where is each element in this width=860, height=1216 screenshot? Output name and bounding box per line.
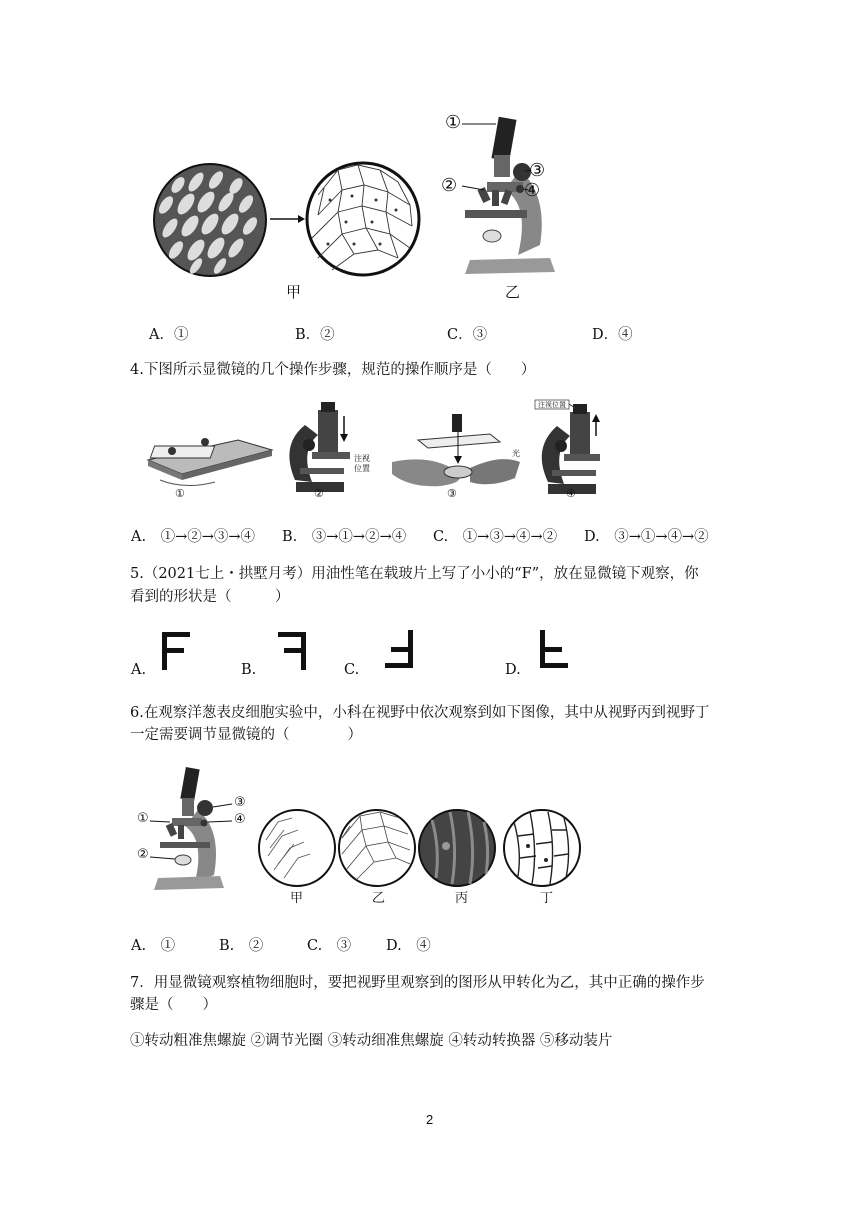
q6-stem-line2: 一定需要调节显微镜的（ ） bbox=[130, 727, 362, 743]
view-jia-image bbox=[154, 164, 266, 276]
q7-steps: ①转动粗准焦螺旋 ②调节光圈 ③转动细准焦螺旋 ④转动转换器 ⑤移动装片 bbox=[130, 1033, 613, 1049]
q3-option-b[interactable]: B．② bbox=[295, 327, 335, 343]
view-jia-small-image bbox=[259, 810, 335, 886]
view-ding-image bbox=[504, 810, 580, 886]
view-yi-small-image bbox=[339, 810, 415, 886]
step2-image bbox=[289, 402, 350, 492]
callout-1: ① bbox=[445, 112, 462, 133]
f-rotated-shape bbox=[385, 630, 413, 668]
q7-stem-line2: 骤是（ ） bbox=[130, 997, 217, 1013]
q5-f-shapes bbox=[0, 620, 860, 680]
q4-option-a[interactable]: A. ①→②→③→④ bbox=[131, 529, 256, 545]
q6-callout-4: ④ bbox=[234, 812, 246, 827]
q4-option-c[interactable]: C. ①→③→④→② bbox=[433, 529, 558, 545]
label-yi: 乙 bbox=[505, 283, 521, 301]
step-label-3: ③ bbox=[447, 487, 457, 500]
q4-option-b[interactable]: B. ③→①→②→④ bbox=[282, 529, 407, 545]
q6-label-jia: 甲 bbox=[290, 891, 304, 906]
view-bing-image bbox=[419, 810, 495, 886]
f-flipped-shape bbox=[540, 630, 568, 668]
q6-option-a[interactable]: A. ① bbox=[131, 938, 176, 954]
q6-figure bbox=[0, 760, 860, 900]
q3-option-d[interactable]: D．④ bbox=[592, 327, 633, 343]
q6-callout-2: ② bbox=[137, 847, 149, 862]
q3-option-c[interactable]: C．③ bbox=[447, 327, 488, 343]
step4-image bbox=[535, 400, 600, 494]
step-label-2: ② bbox=[314, 487, 324, 500]
q6-stem-line1: 6.在观察洋葱表皮细胞实验中，小科在视野中依次观察到如下图像，其中从视野丙到视野丁 bbox=[130, 705, 710, 721]
q6-option-d[interactable]: D. ④ bbox=[386, 938, 431, 954]
annot-watch-4: 注视位置 bbox=[538, 401, 566, 409]
label-jia: 甲 bbox=[286, 283, 302, 301]
annot-watch-2: 注视位置 bbox=[354, 454, 370, 473]
step-label-1: ① bbox=[175, 487, 185, 500]
f-normal-shape bbox=[162, 632, 190, 670]
q5-option-d-letter[interactable]: D. bbox=[505, 662, 521, 678]
q6-callout-1: ① bbox=[137, 811, 149, 826]
q4-stem: 4.下图所示显微镜的几个操作步骤，规范的操作顺序是（ ） bbox=[130, 362, 536, 378]
q5-stem-line1: 5.（2021七上・拱墅月考）用油性笔在载玻片上写了小小的“F”，放在显微镜下观察，你 bbox=[130, 566, 699, 582]
q3-option-a[interactable]: A．① bbox=[149, 327, 189, 343]
f-mirrored-shape bbox=[278, 632, 306, 670]
microscope-icon bbox=[462, 117, 555, 274]
q4-figure bbox=[0, 390, 860, 510]
q3-figure bbox=[0, 0, 860, 310]
step3-image bbox=[392, 414, 520, 486]
view-yi-image bbox=[307, 163, 419, 275]
q6-callout-3: ③ bbox=[234, 795, 246, 810]
step-label-4: ④ bbox=[566, 487, 576, 500]
q7-stem-line1: 7．用显微镜观察植物细胞时，要把视野里观察到的图形从甲转化为乙，其中正确的操作步 bbox=[130, 975, 705, 991]
callout-3: ③ bbox=[529, 160, 546, 181]
callout-2: ② bbox=[441, 175, 458, 196]
q6-option-c[interactable]: C. ③ bbox=[307, 938, 352, 954]
q6-label-yi: 乙 bbox=[372, 891, 386, 906]
q4-option-d[interactable]: D. ③→①→④→② bbox=[584, 529, 709, 545]
callout-4: ④ bbox=[524, 180, 541, 201]
arrow-icon bbox=[270, 215, 305, 223]
annot-light: 光 bbox=[512, 449, 520, 458]
q6-option-b[interactable]: B. ② bbox=[219, 938, 264, 954]
microscope-small-icon bbox=[150, 767, 232, 890]
q5-option-b-letter[interactable]: B. bbox=[241, 662, 257, 678]
q5-option-c-letter[interactable]: C. bbox=[344, 662, 360, 678]
q6-label-ding: 丁 bbox=[540, 891, 554, 906]
page-number: 2 bbox=[426, 1112, 434, 1127]
q6-label-bing: 丙 bbox=[455, 891, 469, 906]
q5-option-a-letter[interactable]: A. bbox=[131, 662, 147, 678]
step1-image bbox=[148, 438, 272, 486]
q5-stem-line2: 看到的形状是（ ） bbox=[130, 589, 290, 605]
